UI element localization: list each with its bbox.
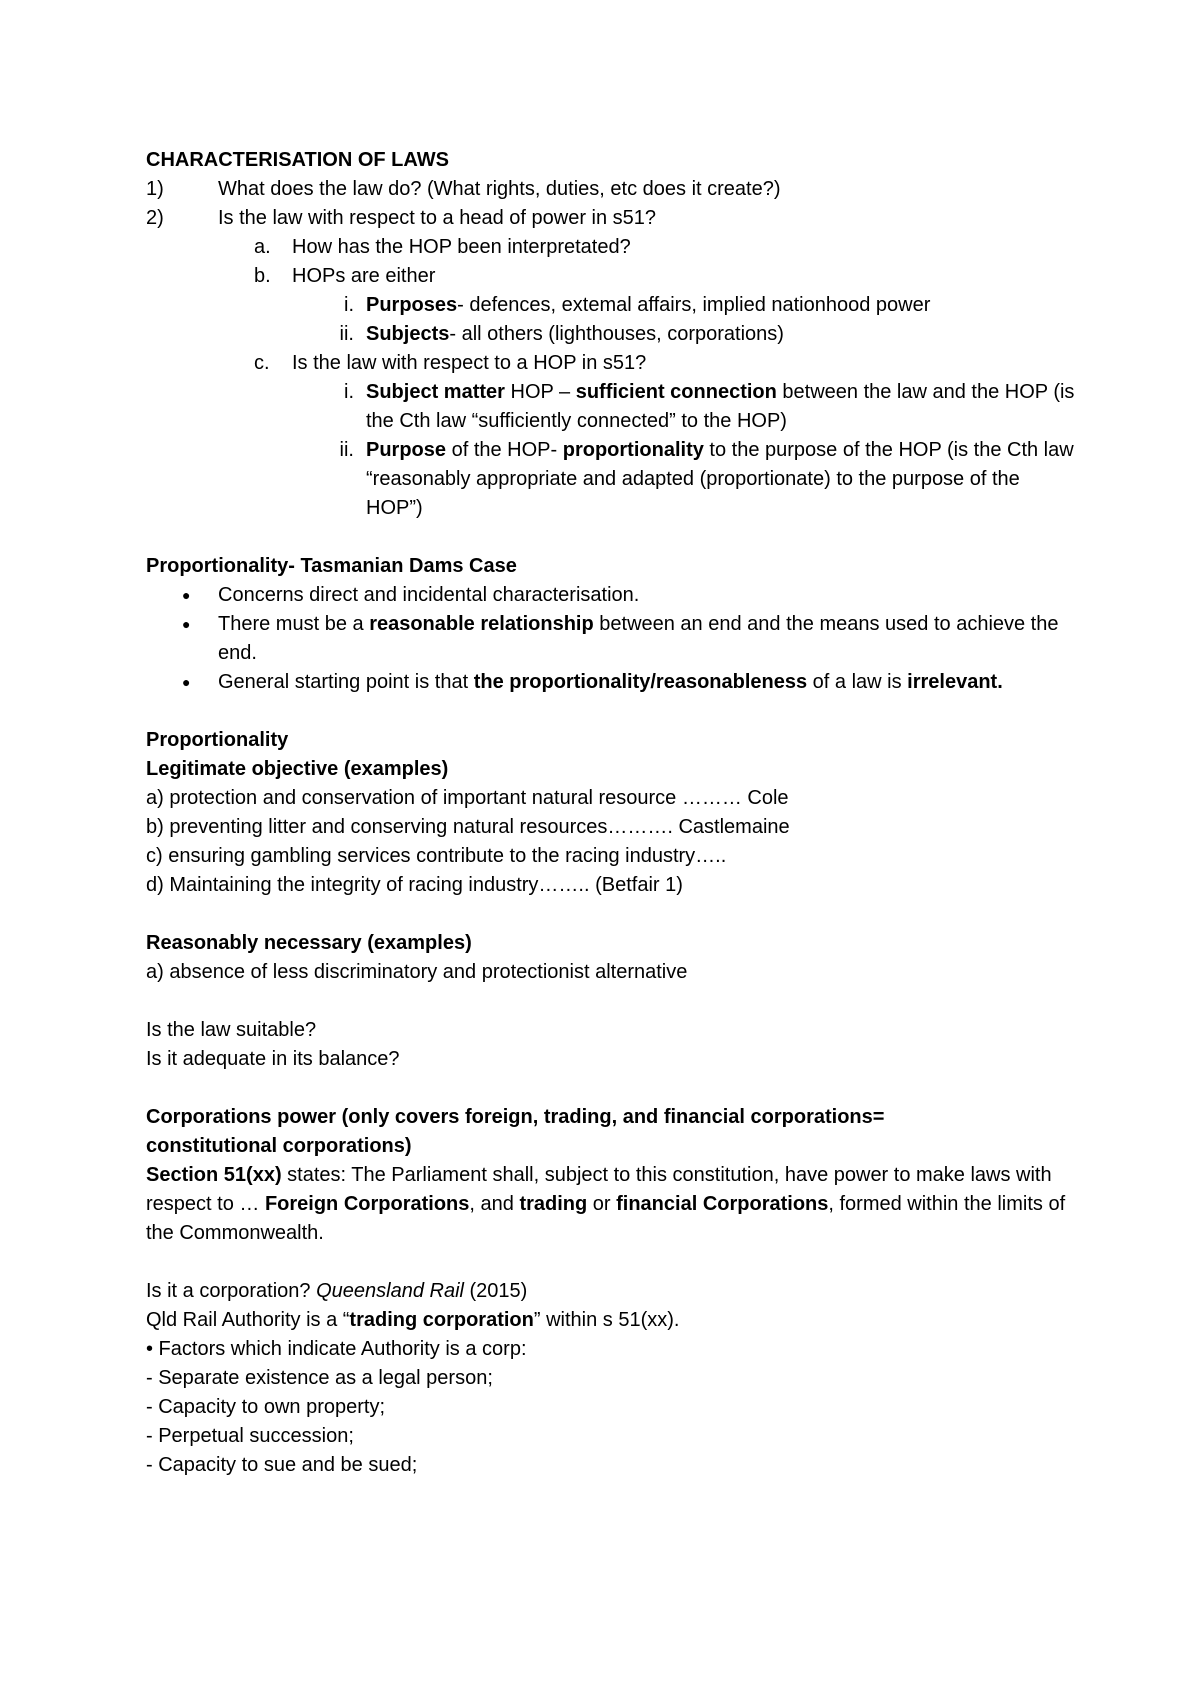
list-item — [146, 436, 1076, 523]
bold-term: trading — [519, 1193, 588, 1215]
spacer — [146, 1248, 1076, 1277]
document-body — [146, 146, 1076, 1480]
list-marker: b. — [254, 265, 271, 287]
bullet-marker: ● — [182, 616, 191, 632]
paragraph-text: , and — [469, 1193, 520, 1215]
bold-term: Purposes — [366, 294, 458, 316]
list-text: HOPs are either — [292, 265, 436, 287]
list-marker: a. — [254, 236, 271, 258]
list-item — [146, 320, 1076, 349]
paragraph-text: ” within s 51(xx). — [533, 1309, 680, 1331]
heading-proportionality-tasmanian: Proportionality- Tasmanian Dams Case — [146, 555, 517, 577]
objective-line: c) ensuring gambling services contribute to the racing industry….. — [146, 845, 727, 867]
spacer — [146, 987, 1076, 1016]
list-text: What does the law do? (What rights, duties, etc does it create?) — [218, 178, 781, 200]
list-text: Is the law with respect to a HOP in s51? — [292, 352, 647, 374]
heading-proportionality: Proportionality — [146, 729, 289, 751]
bold-term: the proportionality/reasonableness — [473, 671, 808, 693]
paragraph-text: Is it a corporation? — [146, 1280, 317, 1302]
list-text: - defences, extemal affairs, implied nationhood power — [457, 294, 931, 316]
question-line: Is the law suitable? — [146, 1019, 317, 1041]
factor-line: - Capacity to sue and be sued; — [146, 1454, 418, 1476]
list-marker: 2) — [146, 207, 164, 229]
paragraph-text: Qld Rail Authority is a “ — [146, 1309, 350, 1331]
paragraph-text: (2015) — [463, 1280, 528, 1302]
heading-characterisation: CHARACTERISATION OF LAWS — [146, 149, 449, 171]
necessary-line: a) absence of less discriminatory and protectionist alternative — [146, 961, 688, 983]
list-text: of the HOP- — [446, 439, 563, 461]
bold-term: proportionality — [562, 439, 704, 461]
bold-term: sufficient connection — [575, 381, 777, 403]
list-text: How has the HOP been interpretated? — [292, 236, 631, 258]
list-text: between the law and the HOP (is the Cth law “sufficiently connected” to the HOP) — [366, 381, 1075, 432]
paragraph-text: or — [587, 1193, 617, 1215]
list-item — [146, 233, 1076, 262]
objective-line: b) preventing litter and conserving natural resources………. Castlemaine — [146, 816, 790, 838]
list-item — [146, 175, 1076, 204]
bold-term: financial Corporations — [616, 1193, 829, 1215]
bullet-text: Concerns direct and incidental characterisation. — [218, 584, 640, 606]
list-marker: ii. — [339, 439, 354, 461]
factor-line: - Perpetual succession; — [146, 1425, 354, 1447]
bold-term: reasonable relationship — [369, 613, 594, 635]
bullet-text: of a law is — [807, 671, 908, 693]
bold-term: Subject matter — [366, 381, 505, 403]
list-item — [146, 291, 1076, 320]
bold-term: irrelevant. — [907, 671, 1003, 693]
objective-line: d) Maintaining the integrity of racing industry…….. (Betfair 1) — [146, 874, 683, 896]
factor-line: - Capacity to own property; — [146, 1396, 385, 1418]
list-marker: 1) — [146, 178, 164, 200]
list-item — [146, 262, 1076, 291]
list-text: - all others (lighthouses, corporations) — [449, 323, 784, 345]
spacer — [146, 697, 1076, 726]
spacer — [146, 523, 1076, 552]
list-marker: i. — [344, 381, 354, 403]
list-text: Is the law with respect to a head of power in s51? — [218, 207, 657, 229]
paragraph-text: , formed within the limits of the Commonwealth. — [146, 1193, 1066, 1244]
spacer — [146, 1074, 1076, 1103]
list-item — [146, 378, 1076, 436]
factor-line: - Separate existence as a legal person; — [146, 1367, 493, 1389]
bold-term: trading corporation — [349, 1309, 534, 1331]
case-line — [146, 1277, 1076, 1306]
objective-line: a) protection and conservation of important natural resource ……… Cole — [146, 787, 789, 809]
bold-term: Subjects — [366, 323, 450, 345]
heading-corporations-power-cont: constitutional corporations) — [146, 1135, 412, 1157]
spacer — [146, 900, 1076, 929]
heading-legitimate-objective: Legitimate objective (examples) — [146, 758, 449, 780]
list-item — [146, 204, 1076, 233]
list-text: HOP – — [504, 381, 576, 403]
bullet-item — [146, 610, 1076, 668]
heading-corporations-power: Corporations power (only covers foreign, trading, and financial corporations= — [146, 1106, 885, 1128]
bullet-text: General starting point is that — [218, 671, 474, 693]
list-text: to the purpose of the HOP (is the Cth law “reasonably appropriate and adapted (proportionate) to the purpose of the HOP”) — [366, 439, 1074, 519]
bullet-text: There must be a — [218, 613, 370, 635]
bullet-item — [146, 668, 1076, 697]
list-marker: c. — [254, 352, 270, 374]
bullet-marker: ● — [182, 587, 191, 603]
question-line: Is it adequate in its balance? — [146, 1048, 400, 1070]
bullet-text: between an end and the means used to achieve the end. — [218, 613, 1059, 664]
list-item — [146, 349, 1076, 378]
paragraph-text: states: The Parliament shall, subject to this constitution, have power to make laws with respect to … — [146, 1164, 1052, 1215]
bold-term: Foreign Corporations — [264, 1193, 470, 1215]
bullet-item — [146, 581, 1076, 610]
section-paragraph — [146, 1161, 1076, 1248]
list-marker: ii. — [339, 323, 354, 345]
bold-term: Section 51(xx) — [146, 1164, 282, 1186]
heading-reasonably-necessary: Reasonably necessary (examples) — [146, 932, 472, 954]
case-name: Queensland Rail — [316, 1280, 464, 1302]
factor-line: • Factors which indicate Authority is a corp: — [146, 1338, 527, 1360]
case-holding — [146, 1306, 1076, 1335]
bullet-marker: ● — [182, 674, 191, 690]
bold-term: Purpose — [366, 439, 447, 461]
list-marker: i. — [344, 294, 354, 316]
